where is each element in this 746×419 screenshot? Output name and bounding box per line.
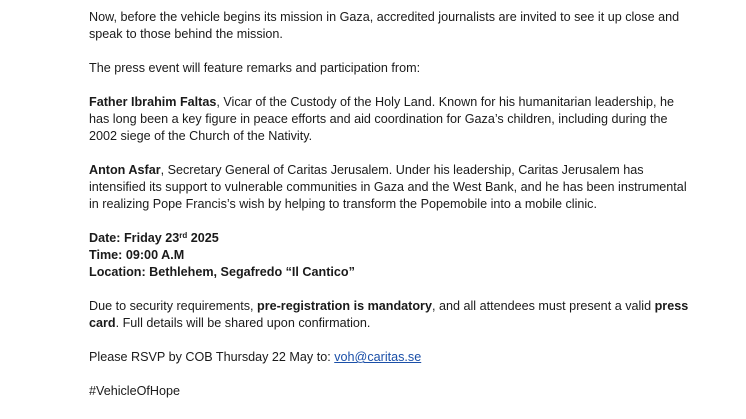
event-details: [89, 230, 689, 281]
event-date: [89, 230, 689, 247]
intro-paragraph: Now, before the vehicle begins its mission in Gaza, accredited journalists are invited to see it up close and speak to those behind the mission.: [89, 10, 680, 41]
rsvp-email-link[interactable]: voh@caritas.se: [334, 350, 422, 364]
hashtag: #VehicleOfHope: [89, 384, 181, 398]
speaker-paragraph-faltas: [89, 94, 689, 145]
event-date-ordinal: rd: [179, 231, 188, 240]
event-location: Location: Bethlehem, Segafredo “Il Cantico”: [89, 265, 355, 279]
press-intro-paragraph: The press event will feature remarks and participation from:: [89, 61, 421, 75]
speaker-paragraph-asfar: [89, 162, 689, 213]
speaker-name: Father Ibrahim Faltas: [89, 95, 217, 109]
event-date-year: 2025: [187, 231, 219, 245]
security-paragraph: [89, 298, 689, 332]
security-emphasis: pre-registration is mandatory: [257, 299, 432, 313]
speaker-name: Anton Asfar: [89, 163, 161, 177]
speaker-description: , Secretary General of Caritas Jerusalem. Under his leadership, Caritas Jerusalem has intensified its support to vulnerable communities in Gaza and the West Bank, and he has been instrumental in realizing Pope Francis’s wish by helping to transform the Popemobile into a mobile clinic.: [89, 163, 687, 211]
speaker-description: , Vicar of the Custody of the Holy Land. Known for his humanitarian leadership, he has long been a key figure in peace efforts and aid coordination for Gaza’s children, including during the 2002 siege of the Church of the Nativity.: [89, 95, 674, 143]
security-text: Due to security requirements,: [89, 299, 257, 313]
security-text: . Full details will be shared upon confirmation.: [115, 316, 371, 330]
rsvp-paragraph: [89, 349, 689, 366]
event-date-text: Date: Friday 23: [89, 231, 180, 245]
event-time: Time: 09:00 A.M: [89, 248, 185, 262]
security-text: , and all attendees must present a valid: [431, 299, 655, 313]
press-release-body: [89, 9, 689, 417]
security-emphasis: press card: [89, 299, 689, 330]
rsvp-text: Please RSVP by COB Thursday 22 May to:: [89, 350, 335, 364]
